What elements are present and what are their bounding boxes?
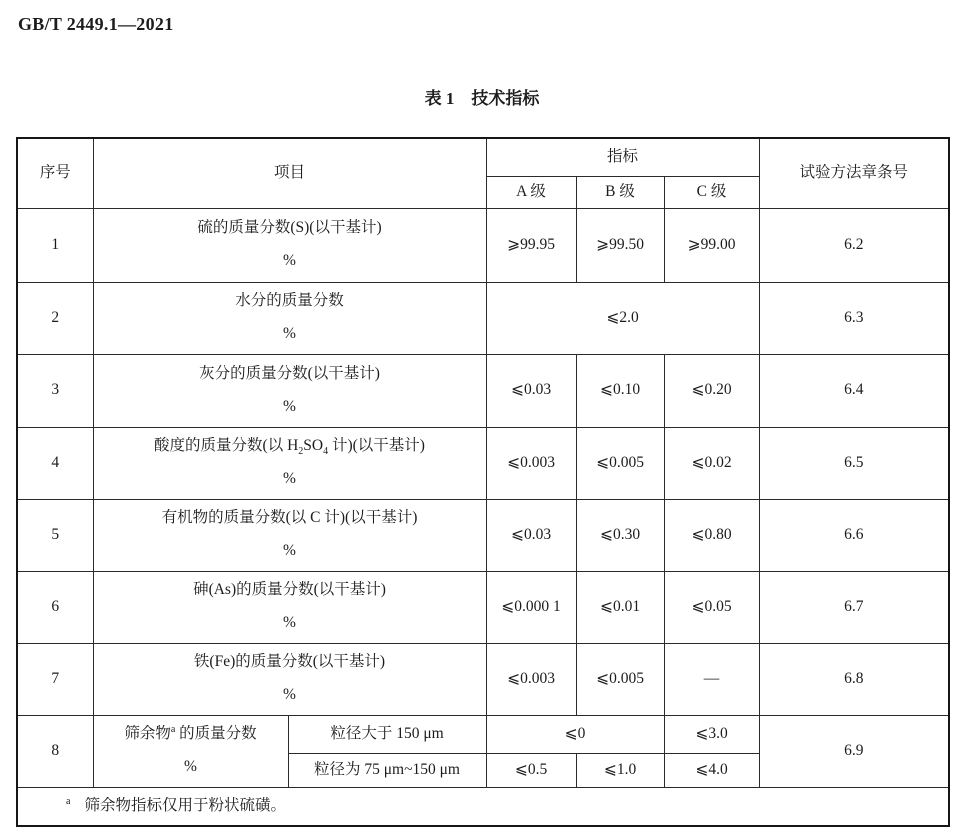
header-item: 项目 <box>93 138 486 208</box>
standard-number: GB/T 2449.1—2021 <box>18 14 174 34</box>
table-row <box>17 571 949 643</box>
row5-item-unit: % <box>283 542 296 559</box>
table-row <box>17 427 949 499</box>
row5-item <box>93 499 486 571</box>
header-test-method: 试验方法章条号 <box>759 138 949 208</box>
footnote-text: 筛余物指标仅用于粉状硫磺。 <box>84 796 286 814</box>
row7-item-label: 铁(Fe)的质量分数(以干基计) <box>193 653 386 671</box>
row8-condition-1: 粒径大于 150 μm <box>288 715 486 753</box>
table-row <box>17 499 949 571</box>
row3-grade-b-value: ⩽0.10 <box>576 354 664 427</box>
table-caption: 表 1 技术指标 <box>424 89 540 108</box>
row3-grade-c-value: ⩽0.20 <box>664 354 759 427</box>
footnote-row <box>17 787 949 826</box>
row4-item <box>93 427 486 499</box>
row8-item-label: 筛余物$^a$ 的质量分数 <box>124 723 257 743</box>
row8-sub1-ab-value: ⩽0 <box>486 715 664 753</box>
row2-item <box>93 282 486 354</box>
row1-grade-b-value: ⩾99.50 <box>576 208 664 282</box>
technical-indicators-table <box>16 137 950 827</box>
row8-no: 8 <box>17 715 93 787</box>
row2-merged-value: ⩽2.0 <box>486 282 759 354</box>
row1-item-label: 硫的质量分数(S)(以干基计) <box>197 219 382 237</box>
row1-grade-c-value: ⩾99.00 <box>664 208 759 282</box>
header-serial-number: 序号 <box>17 138 93 208</box>
row8-sub1-c-value: ⩽3.0 <box>664 715 759 753</box>
row3-grade-a-value: ⩽0.03 <box>486 354 576 427</box>
row6-no: 6 <box>17 571 93 643</box>
header-grade-c: C 级 <box>664 176 759 208</box>
row5-no: 5 <box>17 499 93 571</box>
row3-method: 6.4 <box>759 354 949 427</box>
row6-item <box>93 571 486 643</box>
row3-item-label: 灰分的质量分数(以干基计) <box>199 364 380 382</box>
row6-item-label: 砷(As)的质量分数(以干基计) <box>193 581 386 599</box>
row5-grade-c-value: ⩽0.80 <box>664 499 759 571</box>
row2-item-unit: % <box>283 325 296 342</box>
row3-item <box>93 354 486 427</box>
row1-item-unit: % <box>283 252 296 269</box>
row3-item-unit: % <box>283 397 296 415</box>
row4-item-unit: % <box>283 470 296 487</box>
row8-method: 6.9 <box>759 715 949 787</box>
row2-method: 6.3 <box>759 282 949 354</box>
row6-grade-b-value: ⩽0.01 <box>576 571 664 643</box>
row4-no: 4 <box>17 427 93 499</box>
row7-item-unit: % <box>283 686 296 703</box>
row1-item <box>93 208 486 282</box>
row5-grade-b-value: ⩽0.30 <box>576 499 664 571</box>
table-row <box>17 354 949 427</box>
header-index: 指标 <box>486 138 759 176</box>
table-row <box>17 715 949 753</box>
row7-grade-b-value: ⩽0.005 <box>576 643 664 715</box>
row4-grade-c-value: ⩽0.02 <box>664 427 759 499</box>
table-footnote <box>17 787 949 826</box>
row1-grade-a-value: ⩾99.95 <box>486 208 576 282</box>
row6-grade-c-value: ⩽0.05 <box>664 571 759 643</box>
row7-item <box>93 643 486 715</box>
table-row <box>17 208 949 282</box>
row1-method: 6.2 <box>759 208 949 282</box>
row6-method: 6.7 <box>759 571 949 643</box>
row8-item <box>93 715 288 787</box>
row2-no: 2 <box>17 282 93 354</box>
row4-grade-a-value: ⩽0.003 <box>486 427 576 499</box>
row8-condition-2: 粒径为 75 μm~150 μm <box>288 753 486 787</box>
row8-item-unit: % <box>184 758 197 775</box>
table-row <box>17 643 949 715</box>
row4-grade-b-value: ⩽0.005 <box>576 427 664 499</box>
row6-item-unit: % <box>283 614 296 631</box>
row5-method: 6.6 <box>759 499 949 571</box>
header-grade-b: B 级 <box>576 176 664 208</box>
row5-grade-a-value: ⩽0.03 <box>486 499 576 571</box>
row8-sub2-c-value: ⩽4.0 <box>664 753 759 787</box>
footnote-marker: a <box>66 795 71 807</box>
row7-method: 6.8 <box>759 643 949 715</box>
row4-method: 6.5 <box>759 427 949 499</box>
row1-no: 1 <box>17 208 93 282</box>
row7-grade-a-value: ⩽0.003 <box>486 643 576 715</box>
header-row-1 <box>17 138 949 176</box>
header-grade-a: A 级 <box>486 176 576 208</box>
table-row <box>17 282 949 354</box>
row7-no: 7 <box>17 643 93 715</box>
row6-grade-a-value: ⩽0.000 1 <box>486 571 576 643</box>
row7-grade-c-value: — <box>664 643 759 715</box>
row4-item-label: 酸度的质量分数(以 $H_2SO_4$ 计)(以干基计) <box>154 437 425 458</box>
row2-item-label: 水分的质量分数 <box>235 292 344 310</box>
row8-sub2-b-value: ⩽1.0 <box>576 753 664 787</box>
row3-no: 3 <box>17 354 93 427</box>
row5-item-label: 有机物的质量分数(以 C 计)(以干基计) <box>161 509 418 527</box>
row8-sub2-a-value: ⩽0.5 <box>486 753 576 787</box>
